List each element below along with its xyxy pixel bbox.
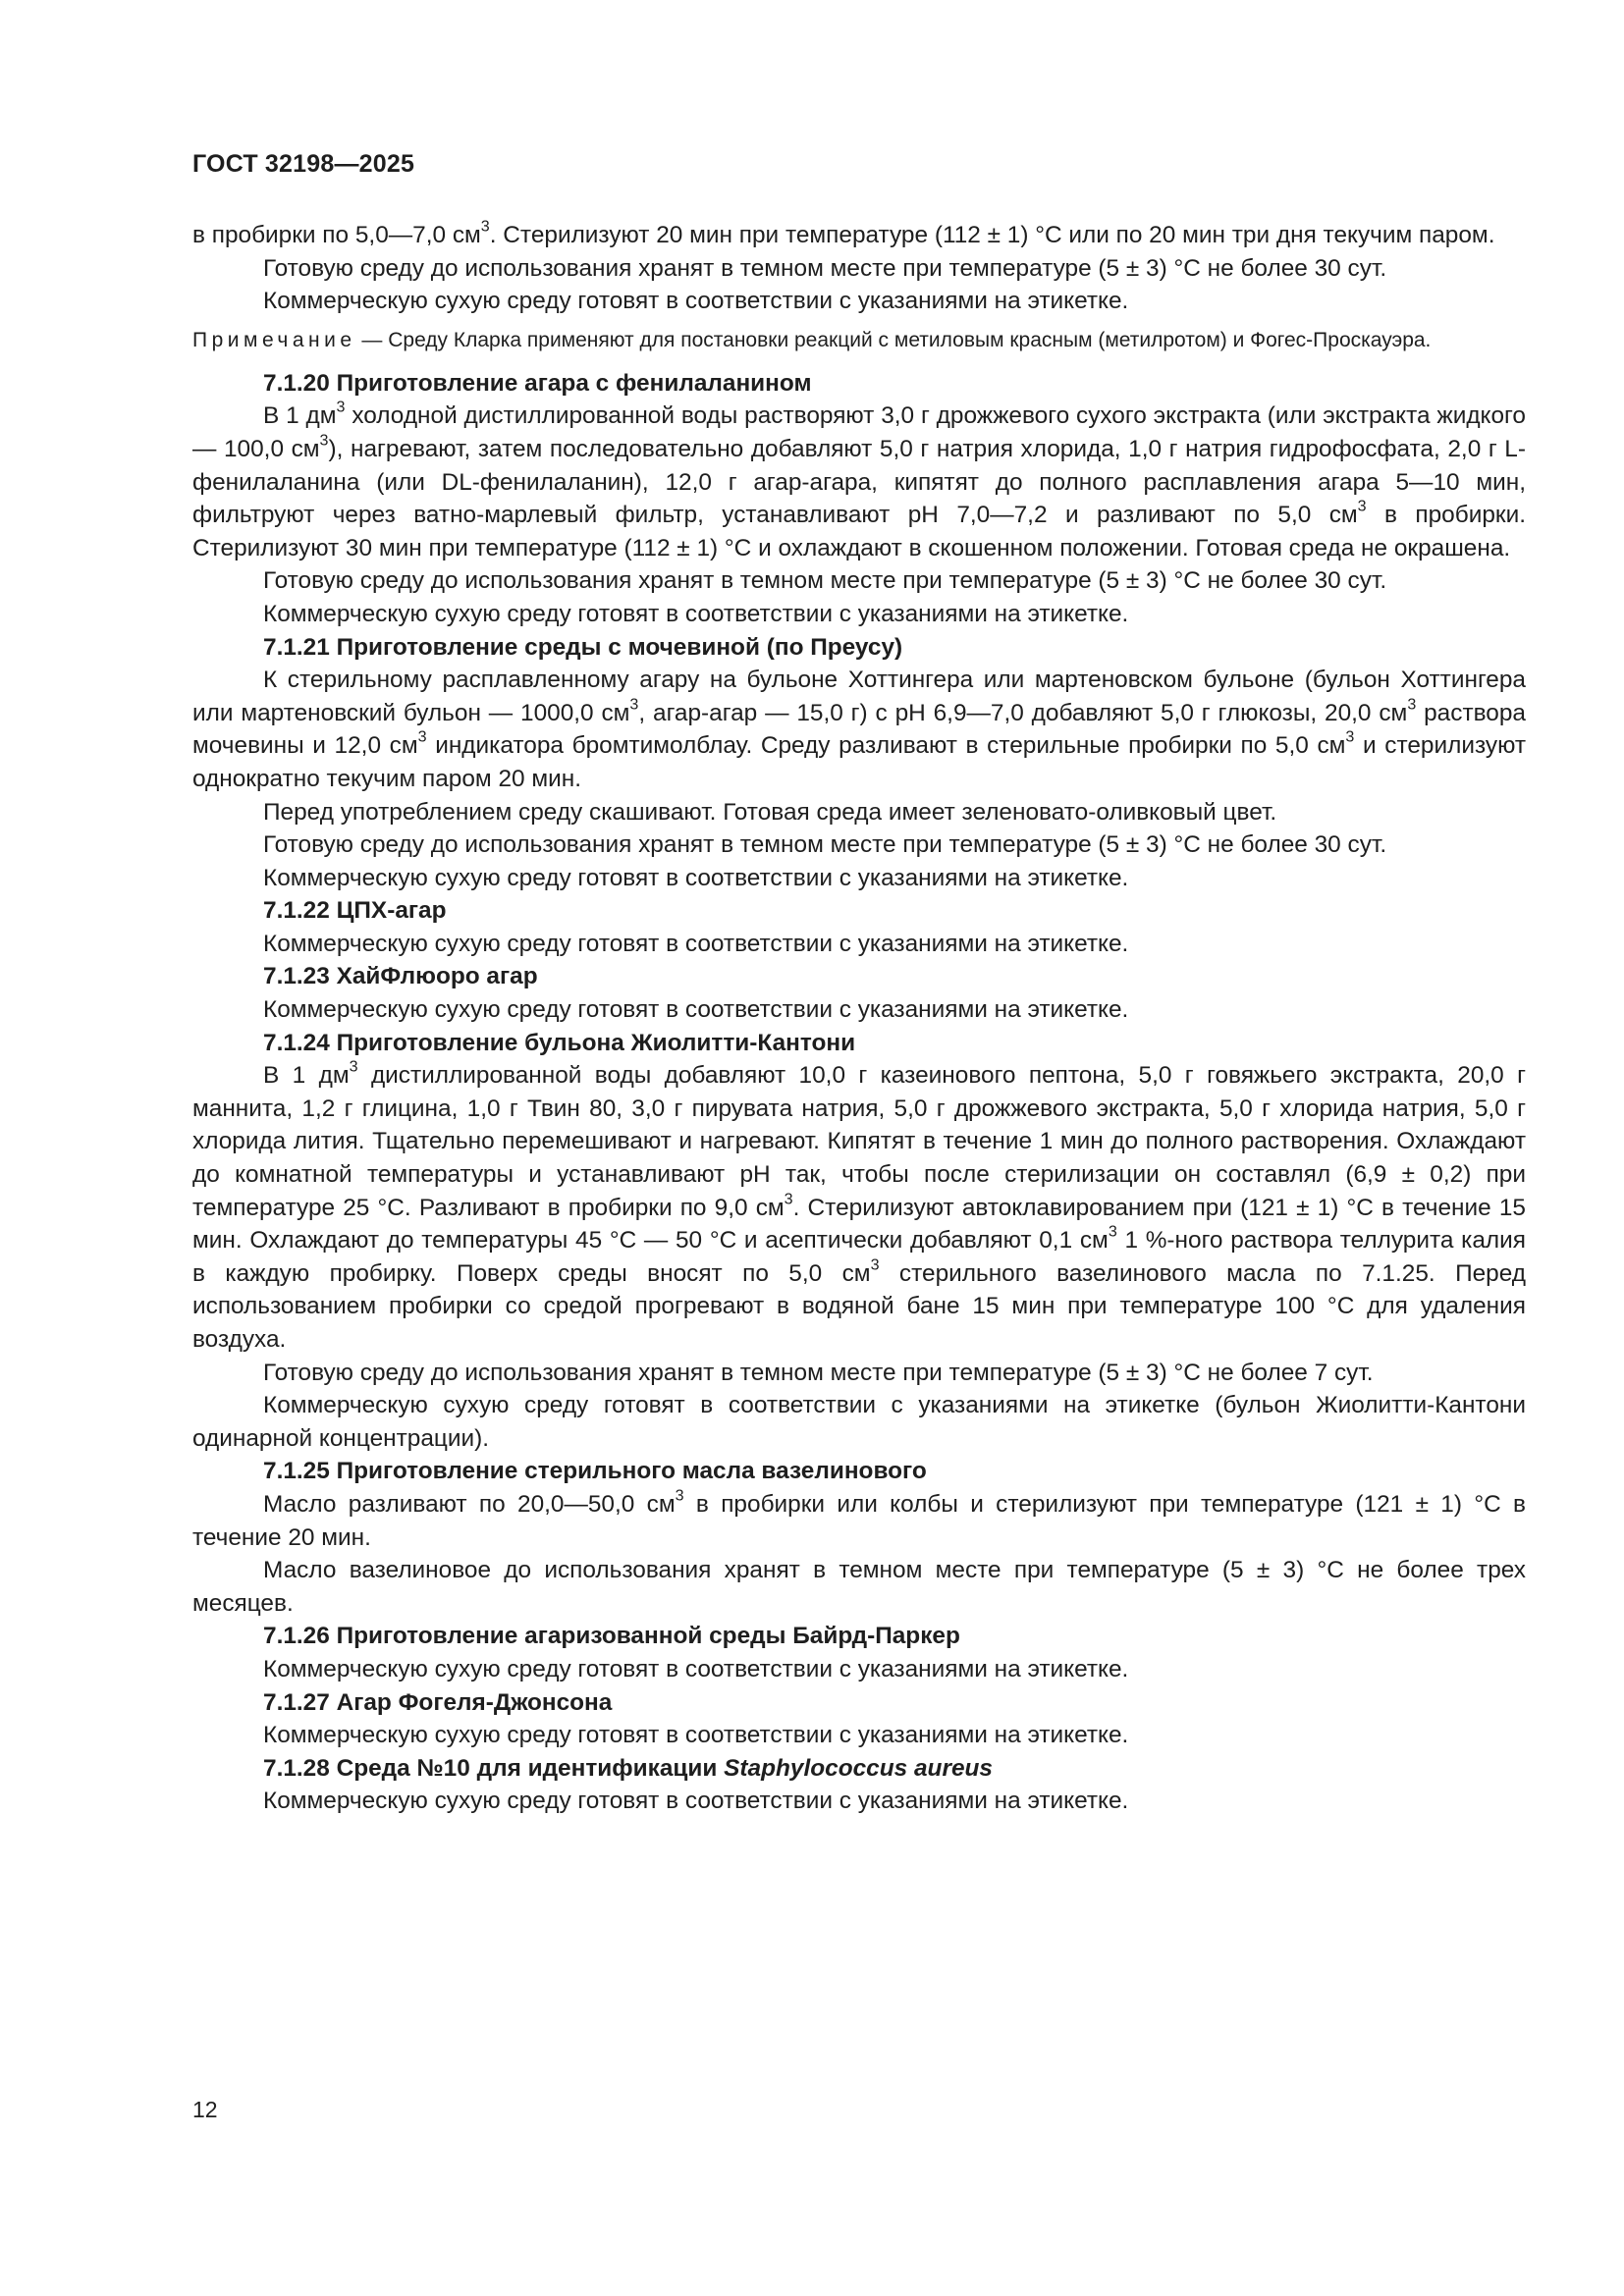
section-heading-7-1-24: 7.1.24 Приготовление бульона Жиолитти-Кантони (263, 1029, 856, 1056)
paragraph: К стерильному расплавленному агару на бульоне Хоттингера или мартеновском бульоне (бульон Хоттингера или мартеновский бульон — 1000,0 $см^3$, агар-агар — 15,0 г) с рН 6,9—7,0 добавляют 5,0 г глюкозы, 20,0 $см^3$ раствора мочевины и 12,0 $см^3$ индикатора бромтимолблау. Среду разливают в стерильные пробирки по 5,0 $см^3$ и стерилизуют однократно текучим паром 20 мин. (192, 667, 1526, 792)
paragraph: Перед употреблением среду скашивают. Готовая среда имеет зеленовато-оливковый цвет. (263, 798, 1277, 826)
paragraph: Готовую среду до использования хранят в темном месте при температуре (5 ± 3) °С не более 7 сут. (263, 1359, 1374, 1386)
section-heading-7-1-23: 7.1.23 ХайФлюоро агар (263, 963, 538, 990)
paragraph: Коммерческую сухую среду готовят в соответствии с указаниями на этикетке. (263, 1722, 1129, 1749)
section-heading-7-1-25: 7.1.25 Приготовление стерильного масла вазелинового (263, 1458, 927, 1485)
paragraph: Масло вазелиновое до использования хранят в темном месте при температуре (5 ± 3) °С не более трех месяцев. (192, 1557, 1526, 1617)
paragraph: В 1 $дм^3$ дистиллированной воды добавляют 10,0 г казеинового пептона, 5,0 г говяжьего экстракта, 20,0 г маннита, 1,2 г глицина, 1,0 г Твин 80, 3,0 г пирувата натрия, 5,0 г дрожжевого экстракта, 5,0 г хлорида натрия, 5,0 г хлорида лития. Тщательно перемешивают и нагревают. Кипятят в течение 1 мин до полного растворения. Охлаждают до комнатной температуры и устанавливают рН так, чтобы после стерилизации он составлял (6,9 ± 0,2) при температуре 25 °С. Разливают в пробирки по 9,0 $см^3$. Стерилизуют автоклавированием при (121 ± 1) °С в течение 15 мин. Охлаждают до температуры 45 °С — 50 °С и асептически добавляют 0,1 $см^3$ 1 %-ного раствора теллурита калия в каждую пробирку. Поверх среды вносят по 5,0 $см^3$ стерильного вазелинового масла по 7.1.25. Перед использованием пробирки со средой прогревают в водяной бане 15 мин при температуре 100 °С для удаления воздуха. (192, 1057, 1527, 1353)
paragraph: Коммерческую сухую среду готовят в соответствии с указаниями на этикетке. (263, 600, 1129, 627)
paragraph: Коммерческую сухую среду готовят в соответствии с указаниями на этикетке. (263, 288, 1129, 315)
paragraph: Коммерческую сухую среду готовят в соответствии с указаниями на этикетке. (263, 1788, 1129, 1815)
section-heading-7-1-21: 7.1.21 Приготовление среды с мочевиной (по Преусу) (263, 633, 903, 661)
paragraph: В 1 $дм^3$ холодной дистиллированной воды растворяют 3,0 г дрожжевого сухого экстракта (или экстракта жидкого — 100,0 $см^3$), нагревают, затем последовательно добавляют 5,0 г натрия хлорида, 1,0 г натрия гидрофосфата, 2,0 г L-фенилаланина (или DL-фенилаланин), 12,0 г агар-агара, кипятят до полного расплавления агара 5—10 мин, фильтруют через ватно-марлевый фильтр, устанавливают рН 7,0—7,2 и разливают по 5,0 $см^3$ в пробирки. Стерилизуют 30 мин при температуре (112 ± 1) °С и охлаждают в скошенном положении. Готовая среда не окрашена. (192, 398, 1526, 561)
paragraph: Готовую среду до использования хранят в темном месте при температуре (5 ± 3) °С не более 30 сут. (263, 254, 1387, 282)
section-heading-7-1-20: 7.1.20 Приготовление агара с фенилаланином (263, 369, 812, 397)
document-body (192, 219, 1526, 1818)
paragraph: Коммерческую сухую среду готовят в соответствии с указаниями на этикетке. (263, 930, 1129, 957)
paragraph: Коммерческую сухую среду готовят в соответствии с указаниями на этикетке. (263, 996, 1129, 1024)
page-number: 12 (192, 2097, 218, 2122)
paragraph: в пробирки по 5,0—7,0 $см^3$. Стерилизуют 20 мин при температуре (112 ± 1) °С или по 20 мин три дня текучим паром. (192, 217, 1495, 248)
document-header: ГОСТ 32198—2025 (192, 150, 415, 178)
section-heading-7-1-28: 7.1.28 Среда №10 для идентификации Staphylococcus aureus (263, 1754, 993, 1782)
paragraph: Готовую среду до использования хранят в темном месте при температуре (5 ± 3) °С не более 30 сут. (263, 567, 1387, 595)
paragraph: Коммерческую сухую среду готовят в соответствии с указаниями на этикетке. (263, 864, 1129, 891)
note: Примечание — Среду Кларка применяют для постановки реакций с метиловым красным (метилротом) и Фогес-Проскауэра. (192, 328, 1432, 351)
section-heading-7-1-22: 7.1.22 ЦПХ-агар (263, 897, 447, 925)
paragraph: Готовую среду до использования хранят в темном месте при температуре (5 ± 3) °С не более 30 сут. (263, 831, 1387, 859)
paragraph: Коммерческую сухую среду готовят в соответствии с указаниями на этикетке (бульон Жиолитти-Кантони одинарной концентрации). (192, 1392, 1526, 1452)
paragraph: Коммерческую сухую среду готовят в соответствии с указаниями на этикетке. (263, 1655, 1129, 1682)
paragraph: Масло разливают по 20,0—50,0 $см^3$ в пробирки или колбы и стерилизуют при температуре (121 ± 1) °С в течение 20 мин. (192, 1486, 1526, 1551)
section-heading-7-1-27: 7.1.27 Агар Фогеля-Джонсона (263, 1688, 613, 1716)
section-heading-7-1-26: 7.1.26 Приготовление агаризованной среды Байрд-Паркер (263, 1623, 960, 1650)
species-name: Staphylococcus aureus (724, 1754, 993, 1782)
